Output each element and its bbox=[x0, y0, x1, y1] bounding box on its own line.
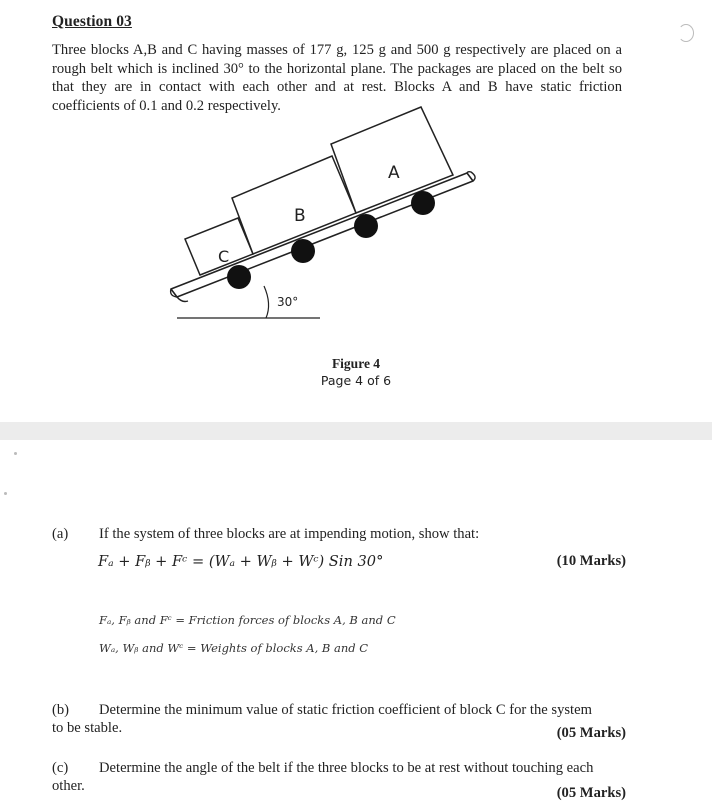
figure-caption: Figure 4 bbox=[331, 356, 381, 371]
part-a-marks: (10 Marks) bbox=[556, 553, 626, 569]
roller bbox=[354, 214, 378, 238]
page-separator bbox=[0, 422, 712, 440]
figure-4-diagram bbox=[160, 100, 490, 325]
part-c-marks: (05 Marks) bbox=[556, 785, 626, 801]
roller bbox=[291, 239, 315, 263]
part-b-text-cont: to be stable. bbox=[52, 720, 123, 736]
part-c-label: (c) bbox=[52, 760, 69, 776]
page-5 bbox=[0, 440, 712, 807]
angle-arc bbox=[264, 286, 269, 318]
roller bbox=[411, 191, 435, 215]
block-b bbox=[232, 156, 356, 254]
roller bbox=[227, 265, 251, 289]
part-b-marks: (05 Marks) bbox=[556, 725, 626, 741]
block-a-label: A bbox=[388, 163, 400, 183]
part-a-equation: Fₐ + Fᵦ + Fᶜ = (Wₐ + Wᵦ + Wᶜ) Sin 30° bbox=[98, 553, 384, 570]
part-a-note-friction: Fₐ, Fᵦ and Fᶜ = Friction forces of blocks A, B and C bbox=[99, 613, 396, 627]
page-curl-icon bbox=[678, 24, 694, 42]
part-b-label: (b) bbox=[52, 702, 70, 718]
part-a-note-weights: Wₐ, Wᵦ and Wᶜ = Weights of blocks A, B and C bbox=[99, 641, 369, 655]
part-a-prompt: If the system of three blocks are at impending motion, show that: bbox=[99, 526, 480, 542]
block-c-label: C bbox=[218, 247, 230, 266]
page-number: Page 4 of 6 bbox=[320, 373, 392, 388]
part-b-text: Determine the minimum value of static friction coefficient of block C for the system bbox=[99, 702, 592, 718]
scan-speck bbox=[14, 452, 17, 455]
part-a-label: (a) bbox=[52, 526, 69, 542]
part-c-text-cont: other. bbox=[52, 778, 85, 794]
question-title: Question 03 bbox=[52, 13, 132, 30]
part-c-text: Determine the angle of the belt if the three blocks to be at rest without touching each bbox=[99, 760, 594, 776]
question-text: Three blocks A,B and C having masses of 177 g, 125 g and 500 g respectively are placed on a rough belt which is inclined 30° to the horizontal plane. The packages are placed on the belt so that they are in contact with each other and at rest. Blocks A and B have static friction coefficients of 0.1 and 0.2 respectively. bbox=[52, 42, 622, 114]
scan-speck bbox=[4, 492, 7, 495]
block-b-label: B bbox=[294, 206, 306, 226]
angle-label: 30° bbox=[277, 295, 299, 309]
